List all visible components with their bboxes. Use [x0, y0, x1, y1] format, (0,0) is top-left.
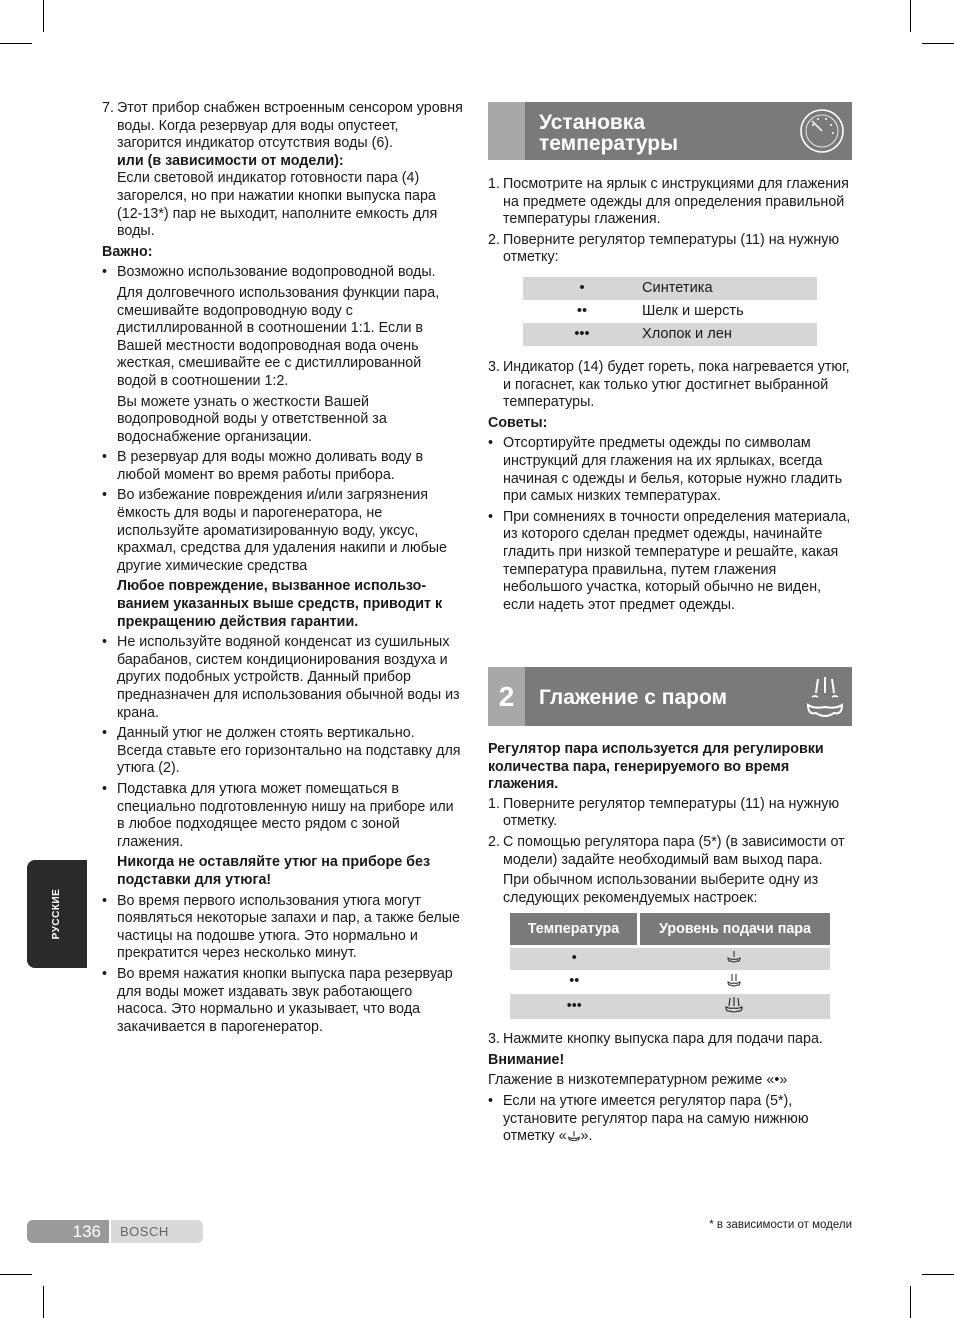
list-item: • Во избежание повреждения и/или загрязнения ёмкость для воды и парогенератора, не используйте ароматизированную воду, уксус, крахмал, средства для удаления накипи и любые другие химические средства: [102, 487, 447, 574]
steam-settings-table: [510, 913, 830, 1019]
low-temp-note: Глажение в низкотемпературном режиме «•»: [488, 1072, 788, 1089]
list-item: 1. Поверните регулятор температуры (11) на нужную отметку.: [488, 795, 840, 830]
bullet1-para3: Вы можете узнать о жесткости Вашей водопроводной воды у ответственной за водоснабжение организации.: [117, 393, 387, 445]
item7-text: Этот прибор снабжен встроенным сенсором уровня воды. Когда резервуар для воды опустеет, загорится индикатор отсутствия воды (6).: [117, 100, 463, 152]
list-item: 7. Этот прибор снабжен встроенным сенсором уровня воды. Когда резервуар для воды опустеет, загорится индикатор отсутствия воды (6). или (в зависимости от модели): Если световой индикатор готовности пара (4) загорелся, но при нажатии кнопки выпуска пара (12-13*) пар не выходит, наполните емкость для воды.: [102, 100, 463, 240]
section-tab: [488, 102, 525, 160]
crop-mark: [0, 1274, 32, 1275]
stand-warning: Никогда не оставляйте утюг на приборе без подставки для утюга!: [117, 854, 431, 888]
attention-heading: Внимание!: [488, 1051, 565, 1068]
crop-mark: [910, 0, 911, 32]
list-item: • Подставка для утюга может помещаться в специально подготовленную нишу на приборе или в любое подходящее место рядом с зоной глажения.: [102, 780, 454, 850]
table-row: • Синтетика: [523, 277, 817, 300]
language-label: РУССКИЕ: [51, 888, 63, 940]
table-row: •• Шелк и шерсть: [576, 302, 744, 319]
table-row: •: [510, 948, 830, 970]
list-item: • Во время нажатия кнопки выпуска пара резервуар для воды может издавать звук работающего насоса. Это нормально и указывает, что вода закачивается в парогенератор.: [102, 965, 453, 1035]
fabric-temperature-table: [523, 277, 817, 346]
section-title: Установка температуры: [539, 111, 679, 155]
important-heading: Важно:: [102, 243, 153, 260]
steam-level-1-icon: [726, 949, 742, 963]
list-item: • При сомнениях в точности определения материала, из которого сделан предмет одежды, начинайте гладить при низкой температуре и решайте, какая температура правильна, путем глажения небольшого участка, который обычно не виден, если надеть этот предмет одежды.: [488, 508, 851, 613]
steam-level-1-icon: [567, 1129, 581, 1142]
list-item: 3. Индикатор (14) будет гореть, пока нагревается утюг, и погаснет, как только утюг достигнет выбранной температуры.: [488, 358, 850, 411]
brand-name: BOSCH: [120, 1224, 169, 1239]
section-header-steam: [488, 667, 852, 726]
column-header-temperature: Температура: [510, 913, 639, 945]
list-item: • Во время первого использования утюга могут появляться некоторые запахи и пар, а также белые частицы на подошве утюга. Это нормально и прекратится через несколько минут.: [102, 892, 460, 962]
table-row: ••• Хлопок и лен: [523, 323, 817, 346]
crop-mark: [922, 43, 954, 44]
list-item: • Не используйте водяной конденсат из сушильных барабанов, систем кондиционирования воздуха и других подобных устройств. Данный прибор предназначен для использования обычной воды из крана.: [102, 634, 460, 721]
list-item: 2. С помощью регулятора пара (5*) (в зависимости от модели) задайте необходимый вам выход пара. При обычном использовании выберите одну из следующих рекомендуемых настроек:: [488, 833, 845, 906]
list-item: • Если на утюге имеется регулятор пара (5*), установите регулятор пара на самую нижнюю отметку « ».: [488, 1092, 809, 1145]
page-number-box: [27, 1220, 109, 1243]
list-item: 2. Поверните регулятор температуры (11) на нужную отметку:: [488, 231, 840, 266]
temperature-dial-icon: [798, 107, 846, 155]
crop-mark: [43, 1286, 44, 1318]
section-title: Глажение с паром: [539, 686, 728, 709]
column-header-steam: Уровень подачи пара: [639, 913, 831, 945]
steam-level-2-icon: [726, 971, 742, 987]
list-item: 3. Нажмите кнопку выпуска пара для подачи пара.: [488, 1031, 823, 1048]
table-row: ••: [510, 970, 830, 994]
tips-heading: Советы:: [488, 414, 548, 431]
steam-intro: Регулятор пара используется для регулировки количества пара, генерируемого во время глажения.: [488, 741, 824, 793]
list-item: • Возможно использование водопроводной воды.: [102, 264, 436, 281]
section-header-temperature: [488, 102, 852, 160]
item7-bold: или (в зависимости от модели):: [117, 152, 344, 169]
warranty-warning: Любое повреждение, вызванное использованием указанных выше средств, приводит к прекращению действия гарантии.: [117, 578, 443, 630]
section-number: 2: [488, 667, 525, 726]
table-header-row: [510, 913, 830, 945]
table-row: •••: [510, 994, 830, 1020]
section-steam-body: [488, 741, 852, 1146]
steam-level-3-icon: [724, 995, 744, 1013]
section-temperature-body: [488, 176, 852, 614]
page-number: 136: [72, 1222, 101, 1241]
list-item: 1. Посмотрите на ярлык с инструкциями для глажения на предмете одежды для определения правильной температуры глажения.: [488, 176, 849, 228]
brand-box: [111, 1220, 203, 1243]
left-column: [102, 100, 464, 1036]
item7-text2: Если световой индикатор готовности пара (4) загорелся, но при нажатии кнопки выпуска пара (12-13*) пар не выходит, наполните емкость для воды.: [117, 170, 438, 240]
steam-iron-icon: [804, 673, 846, 719]
crop-mark: [922, 1274, 954, 1275]
crop-mark: [43, 0, 44, 32]
list-item: • Отсортируйте предметы одежды по символам инструкций для глажения на их ярлыках, всегда начиная с одежды и белья, которые нужно гладить при самых низких температурах.: [488, 435, 843, 505]
language-side-tab: [27, 860, 87, 968]
bullet1-para2: Для долговечного использования функции пара, смешивайте водопроводную воду с дистиллированной в соотношении 1:1. Если в Вашей местности водопроводная вода очень жесткая, смешивайте ее с дистиллированной водой в соотношении 1:2.: [117, 284, 440, 389]
footnote: * в зависимости от модели: [709, 1219, 852, 1231]
list-item: • В резервуар для воды можно доливать воду в любой момент во время работы прибора.: [102, 449, 424, 483]
list-item: • Данный утюг не должен стоять вертикально. Всегда ставьте его горизонтально на подставку для утюга (2).: [102, 725, 461, 777]
crop-mark: [0, 43, 32, 44]
crop-mark: [910, 1286, 911, 1318]
